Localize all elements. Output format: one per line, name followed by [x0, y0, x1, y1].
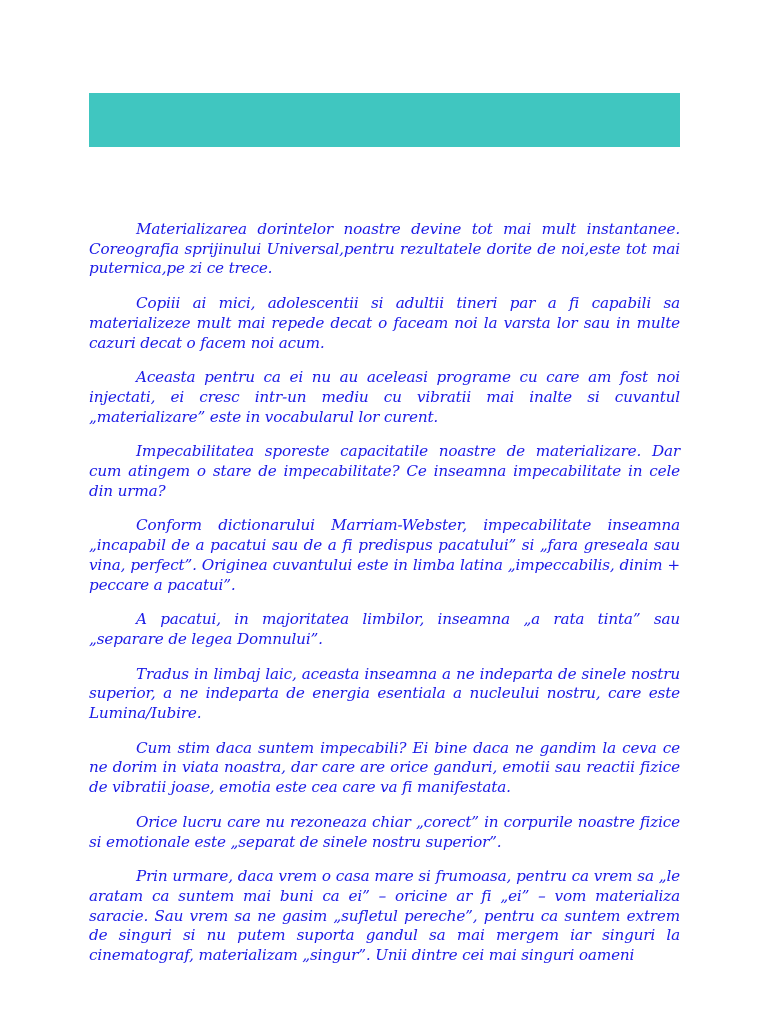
- paragraph-9: Orice lucru care nu rezoneaza chiar „corect” in corpurile noastre fizice si emotionale este „separat de sinele nostru superior”.: [89, 812, 680, 851]
- document-body: [89, 220, 680, 966]
- paragraph-10: Prin urmare, daca vrem o casa mare si frumoasa, pentru ca vrem sa „le aratam ca suntem mai buni ca ei” – oricine ar fi „ei” – vom materializa saracie. Sau vrem sa ne gasim „sufletul pereche”, pentru ca suntem extrem de singuri si nu putem suporta gandul sa mai mergem iar singuri la cinematograf, materializam „singur”. Unii dintre cei mai singuri oameni: [89, 867, 680, 965]
- paragraph-5: Conform dictionarului Marriam-Webster, impecabilitate inseamna „incapabil de a pacatui sau de a fi predispus pacatului” si „fara greseala sau vina, perfect”. Originea cuvantului este in limba latina „impeccabilis, dinim + peccare a pacatui”.: [89, 516, 680, 594]
- paragraph-4: Impecabilitatea sporeste capacitatile noastre de materializare. Dar cum atingem o stare de impecabilitate? Ce inseamna impecabilitate in cele din urma?: [89, 442, 680, 500]
- paragraph-7: Tradus in limbaj laic, aceasta inseamna a ne indeparta de sinele nostru superior, a ne indeparta de energia esentiala a nucleului nostru, care este Lumina/Iubire.: [89, 664, 680, 723]
- paragraph-1: Materializarea dorintelor noastre devine tot mai mult instantanee. Coreografia sprijinului Universal,pentru rezultatele dorite de noi,este tot mai puternica,pe zi ce trece.: [89, 220, 680, 278]
- paragraph-8: Cum stim daca suntem impecabili? Ei bine daca ne gandim la ceva ce ne dorim in viata noastra, dar care are orice ganduri, emotii sau reactii fizice de vibratii joase, emotia este cea care va fi manifestata.: [89, 738, 680, 797]
- header-band: [89, 93, 680, 147]
- paragraph-6: A pacatui, in majoritatea limbilor, inseamna „a rata tinta” sau „separare de legea Domnului”.: [89, 610, 680, 648]
- paragraph-3: Aceasta pentru ca ei nu au aceleasi programe cu care am fost noi injectati, ei cresc intr-un mediu cu vibratii mai inalte si cuvantul „materializare” este in vocabularul lor curent.: [89, 368, 680, 426]
- paragraph-2: Copiii ai mici, adolescentii si adultii tineri par a fi capabili sa materializeze mult mai repede decat o faceam noi la varsta lor sau in multe cazuri decat o facem noi acum.: [89, 294, 680, 352]
